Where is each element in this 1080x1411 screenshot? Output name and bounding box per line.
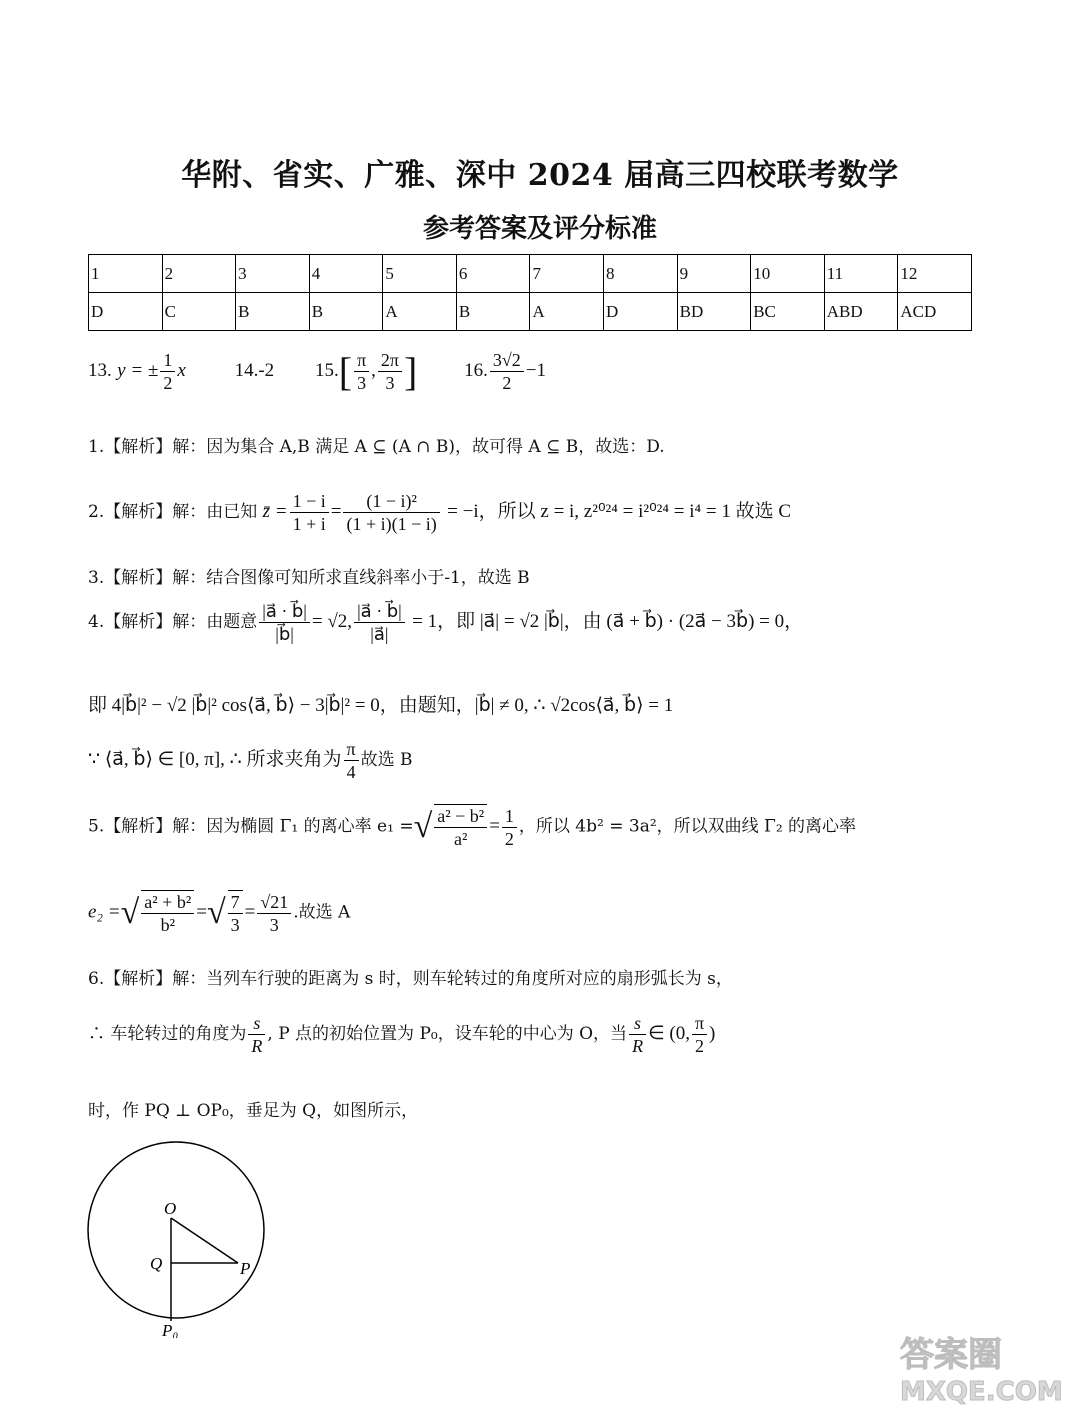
q16-fraction <box>490 349 524 394</box>
s2-frac1-num: 1 − i <box>290 490 329 513</box>
table-cell: B <box>309 293 383 331</box>
solution-6-line1: 6.【解析】解：当列车行驶的距离为 s 时，则车轮转过的角度所对应的扇形弧长为 s， <box>88 969 733 989</box>
solution-2: 2.【解析】解：由已知 z̄ = $\frac{1 - i}{1 + i}$ = $\frac{\text{(1 − i)²}}{(1 + i)(1 - i)}$ = −i，所以 z = i, z²⁰²⁴ = i²⁰²⁴ = i⁴ = 1 故选 C <box>88 491 792 534</box>
table-cell: 5 <box>383 255 457 293</box>
s4-frac2 <box>354 600 405 645</box>
s4-line3-frac <box>344 738 359 783</box>
s6-frac2 <box>629 1012 646 1057</box>
table-cell: BC <box>751 293 825 331</box>
s6-line2-b: , P 点的初始位置为 P₀，设车轮的中心为 O，当 <box>267 1024 628 1044</box>
s5-eq: = <box>489 815 500 837</box>
s2-lhs: z̄ = <box>262 501 288 522</box>
solution-4-line1 <box>88 600 803 645</box>
page-title: 华附、省实、广雅、深中 2024 届高三四校联考数学 <box>181 158 899 193</box>
s5-half-den: 2 <box>504 828 514 849</box>
page-subtitle: 参考答案及评分标准 <box>422 214 657 244</box>
s6-line2-d: ) <box>709 1023 716 1044</box>
table-cell: 3 <box>236 255 310 293</box>
s5-intro: 5.【解析】解：因为椭圆 Γ₁ 的离心率 e₁ = <box>88 816 414 837</box>
s5-line2-frac1 <box>141 890 194 936</box>
s6-frac1-den: R <box>251 1036 263 1056</box>
s4-intro: 4.【解析】解：由题意 <box>88 612 258 632</box>
s4-line3-den: 4 <box>346 762 356 782</box>
q15-a-den: 3 <box>357 373 367 393</box>
s5-line2-f2-num: 7 <box>228 891 243 914</box>
table-cell: 2 <box>162 255 236 293</box>
table-cell: 7 <box>530 255 604 293</box>
s4-line3-a: ∵ ⟨a⃗, b⃗⟩ ∈ [0, π], ∴ 所求夹角为 <box>88 749 342 770</box>
s5-line2-f1-den: b² <box>160 915 175 935</box>
table-cell: 12 <box>898 255 972 293</box>
watermark-logo <box>890 1326 1070 1406</box>
s2-tail: = −i，所以 z = i, z²⁰²⁴ = i²⁰²⁴ = i⁴ = 1 故选 C <box>447 501 792 522</box>
table-cell: D <box>89 293 163 331</box>
table-cell: 4 <box>309 255 383 293</box>
q13-lhs: y = ± <box>117 360 159 381</box>
label-P0: P₀ <box>162 1321 179 1338</box>
s6-frac2-den: R <box>632 1036 644 1056</box>
s6-line2-a: ∴ 车轮转过的角度为 <box>88 1024 247 1044</box>
q15-a-num: π <box>354 349 369 372</box>
table-cell: A <box>530 293 604 331</box>
solution-1: 1.【解析】解：因为集合 A,B 满足 A ⊆ (A ∩ B)，故可得 A ⊆ B，故选：D. <box>88 437 665 457</box>
solution-6-line3: 时，作 PQ ⊥ OP₀，垂足为 Q，如图所示， <box>88 1101 419 1121</box>
q13-var: x <box>177 360 186 381</box>
s4-line3-b: 故选 B <box>360 750 413 770</box>
watermark-bottom: MXQE.COM <box>900 1377 1063 1406</box>
s2-frac2-num: (1 − i)² <box>343 490 439 513</box>
label-O: O <box>164 1199 177 1218</box>
table-cell: ABD <box>824 293 898 331</box>
table-cell: ACD <box>898 293 972 331</box>
s5-half-num: 1 <box>502 805 517 828</box>
s4-frac2-den: |a⃗| <box>370 624 389 644</box>
fill-in-answers: 13. y = ± $\frac{1}{2}$ x 14.-2 15.[ $\frac{\pi}{3}$ , $\frac{2\pi}{3}$ ] 16. $\frac{3√2}{2}$ −1 <box>88 349 546 394</box>
wheel-circle <box>88 1142 264 1318</box>
table-cell: 1 <box>89 255 163 293</box>
solution-5-line1: 5.【解析】解：因为椭圆 Γ₁ 的离心率 e₁ =√ $\frac{\text{a² − b²}}{\text{a²}}$ = $\frac{1}{2}$ ，所以 4b² = 3a²，所以双曲线 Γ₂ 的离心率 <box>88 805 857 849</box>
q13-den: 2 <box>163 373 173 393</box>
answer-table-answer-row <box>89 293 972 331</box>
table-cell: C <box>162 293 236 331</box>
s5-line2-lhs: e₂ = <box>88 901 121 923</box>
s6-frac2-num: s <box>629 1012 646 1035</box>
q13-num: 1 <box>160 349 175 372</box>
q13-fraction <box>160 349 175 394</box>
q15-label: 15. <box>314 360 339 381</box>
s2-frac2-den: (1 + i)(1 − i) <box>346 514 437 534</box>
s5-line2-frac2 <box>228 890 243 936</box>
solution-5-line2: e₂ =√ $\frac{\text{a² + b²}}{\text{b²}}$ =√ $\frac{7}{3}$ = $\frac{√21}{3}$ .故选 A <box>88 891 351 935</box>
solution-4-line2: 即 4|b⃗|² − √2 |b⃗|² cos⟨a⃗, b⃗⟩ − 3|b⃗|² = 0，由题知，|b⃗| ≠ 0, ∴ √2cos⟨a⃗, b⃗⟩ = 1 <box>88 695 674 716</box>
s5-frac-den: a² <box>454 829 468 849</box>
table-cell: BD <box>677 293 751 331</box>
s5-half <box>502 805 517 850</box>
table-cell: A <box>383 293 457 331</box>
q15-b-den: 3 <box>385 373 395 393</box>
q16-tail: −1 <box>525 360 546 381</box>
watermark-top: 答案圈 <box>900 1335 1002 1375</box>
answer-table-number-row <box>89 255 972 293</box>
table-cell: 9 <box>677 255 751 293</box>
answer-table <box>88 254 972 331</box>
s4-mid: = √2, <box>311 611 353 632</box>
s5-line2-eq1: = <box>196 901 207 923</box>
label-Q: Q <box>150 1254 163 1273</box>
s5-line2-f2-den: 3 <box>230 915 240 935</box>
s5-line2-frac3 <box>257 891 291 936</box>
s5-line2-f1-num: a² + b² <box>141 891 194 914</box>
s5-line2-f3-den: 3 <box>269 914 279 935</box>
q15-frac-b <box>378 349 402 394</box>
s2-frac1 <box>290 490 329 535</box>
s5-frac <box>434 804 487 850</box>
s5-tail: ，所以 4b² = 3a²，所以双曲线 Γ₂ 的离心率 <box>518 816 857 837</box>
s6-frac1 <box>248 1012 265 1057</box>
s5-line2-eq2: = <box>244 901 256 923</box>
q16-label: 16. <box>464 360 488 381</box>
table-cell: 11 <box>824 255 898 293</box>
wheel-figure <box>84 1138 284 1338</box>
table-cell: 10 <box>751 255 825 293</box>
s4-frac1-num: |a⃗ · b⃗| <box>259 600 310 623</box>
s4-frac1 <box>259 600 310 645</box>
s4-frac1-den: |b⃗| <box>275 624 294 644</box>
table-cell: 6 <box>456 255 530 293</box>
q16-num: 3√2 <box>490 349 524 372</box>
s5-line2-f3-num: √21 <box>257 891 291 914</box>
s4-frac2-num: |a⃗ · b⃗| <box>354 600 405 623</box>
s2-frac2 <box>343 490 439 535</box>
label-P: P <box>240 1259 251 1278</box>
table-cell: 8 <box>604 255 678 293</box>
q16-den: 2 <box>502 373 512 393</box>
table-cell: B <box>456 293 530 331</box>
s2-intro: 2.【解析】解：由已知 <box>88 502 258 522</box>
segment-OP <box>171 1218 238 1263</box>
s6-frac3-den: 2 <box>695 1036 704 1056</box>
q13-label: 13. <box>88 360 112 381</box>
s5-frac-num: a² − b² <box>434 805 487 828</box>
s6-line2-c: ∈ (0, <box>648 1023 690 1044</box>
q15-b-num: 2π <box>378 349 402 372</box>
solution-4-line3 <box>88 738 413 783</box>
s6-frac3 <box>692 1012 707 1057</box>
s4-tail: = 1，即 |a⃗| = √2 |b⃗|，由 (a⃗ + b⃗) · (2a⃗ − 3b⃗) = 0， <box>412 611 804 632</box>
s2-frac1-den: 1 + i <box>292 514 326 534</box>
solution-3: 3.【解析】解：结合图像可知所求直线斜率小于-1，故选 B <box>88 568 530 588</box>
s4-line3-num: π <box>344 738 359 761</box>
s5-line2-tail: .故选 A <box>293 902 351 923</box>
solution-6-line2 <box>88 1012 715 1057</box>
q14-answer: 14.-2 <box>234 360 275 381</box>
s6-frac1-num: s <box>248 1012 265 1035</box>
s6-frac3-num: π <box>692 1012 707 1035</box>
table-cell: B <box>236 293 310 331</box>
q15-frac-a <box>354 349 369 394</box>
table-cell: D <box>604 293 678 331</box>
